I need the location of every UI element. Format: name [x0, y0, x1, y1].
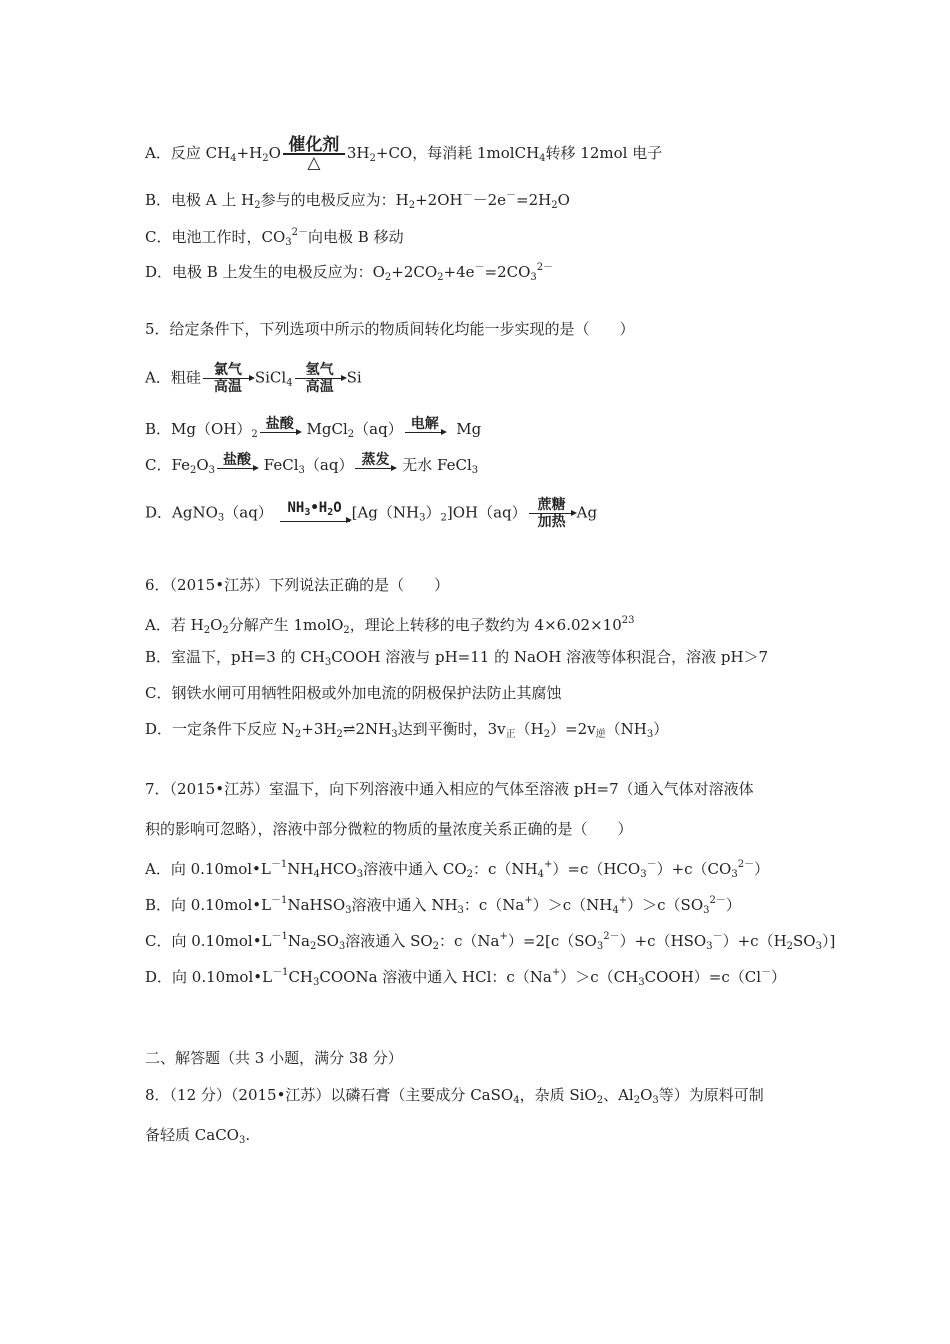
q5-option-a: A．粗硅 氯气 高温 SiCl$_4$ 氢气 高温 Si [145, 362, 362, 395]
q4-option-c: C．电池工作时，$CO_3^{2-}$向电极 B 移动 [145, 227, 404, 248]
reaction-arrow: 蔗糖 加热 [529, 497, 575, 530]
q7-stem-line1: 7．（2015•江苏）室温下，向下列溶液中通入相应的气体至溶液 pH=7（通入气体对溶液体 [145, 780, 754, 798]
reaction-arrow: 电解 [405, 416, 445, 433]
q4-option-d: D．电极 B 上发生的电极反应为：$O_2+2CO_2+4e^-=2CO_3^{2-}$ [145, 262, 554, 283]
q7-option-b: B．向 $0.10mol•L^{-1}NaHSO_3$溶液中通入 $NH_3$：$c(Na^+)>c(NH_4^+)>c(SO_3^{2-})$ [145, 895, 741, 916]
q4-option-b: B．电极 A 上 $H_2$参与的电极反应为：$H_2+2OH^--2e^-=2H_2O$ [145, 190, 570, 211]
q6-option-c: C．钢铁水闸可用牺牲阳极或外加电流的阴极保护法防止其腐蚀 [145, 684, 562, 702]
q4-option-a: A．反应 $CH_4+H_2O$ 催化剂 △ $3H_2+CO$，每消耗 1molCH$_4$转移 12mol 电子 [145, 135, 663, 173]
q5-option-c: C．$Fe_2O_3$ 盐酸 FeCl$_3$（aq） 蒸发 无水 FeCl$_3$ [145, 452, 479, 476]
q7-option-a: A．向 $0.10mol•L^{-1}NH_4HCO_3$溶液中通入 $CO_2$：$c(NH_4^+)=c(HCO_3^-)+c(CO_3^{2-})$ [145, 859, 770, 880]
q5-option-d: D．AgNO$_3$（aq） $NH_3•H_2O$ $[Ag(NH_3)_2]OH(aq)$ 蔗糖 加热 Ag [145, 497, 598, 530]
reaction-arrow: 氯气 高温 [203, 362, 253, 395]
reaction-arrow: 盐酸 [217, 452, 257, 469]
q6-option-d: D．一定条件下反应 $N_2+3H_2\rightleftharpoons 2NH_3$达到平衡时，$3v_正(H_2)=2v_逆(NH_3)$ [145, 720, 669, 740]
q6-option-b: B．室温下，pH=3 的 $CH_3COOH$ 溶液与 pH=11 的 NaOH 溶液等体积混合，溶液 pH＞7 [145, 648, 769, 668]
q7-stem-line2: 积的影响可忽略），溶液中部分微粒的物质的量浓度关系正确的是（ ） [145, 820, 633, 838]
q6-stem: 6．（2015•江苏）下列说法正确的是（ ） [145, 576, 450, 594]
q5-stem: 5．给定条件下，下列选项中所示的物质间转化均能一步实现的是（ ） [145, 320, 635, 338]
q5-option-b: B．$Mg(OH)_2$ 盐酸 MgCl$_2$（aq） 电解 Mg [145, 416, 482, 440]
reaction-arrow: 盐酸 [260, 416, 300, 433]
reaction-arrow: $NH_3•H_2O$ [280, 500, 350, 522]
q7-option-d: D．向 $0.10mol•L^{-1}CH_3COONa$ 溶液中通入 HCl：$c(Na^+)>c(CH_3COOH)=c(Cl^-)$ [145, 967, 787, 988]
q7-option-c: C．向 $0.10mol•L^{-1}Na_2SO_3$溶液通入 $SO_2$：$c(Na^+)=2[c(SO_3^{2-})+c(HSO_3^-)+c(H_2SO_3)]$ [145, 931, 836, 952]
q8-stem-line2: 备轻质 CaCO$_3$. [145, 1126, 251, 1146]
reaction-arrow: 氢气 高温 [295, 362, 345, 395]
q8-stem-line1: 8．（12 分）（2015•江苏）以磷石膏（主要成分 CaSO$_4$，杂质 SiO$_2$、$Al_2O_3$等）为原料可制 [145, 1086, 764, 1106]
catalyst-arrow: 催化剂 △ [283, 137, 345, 171]
reaction-arrow: 蒸发 [355, 452, 395, 469]
q6-option-a: A．若 $H_2O_2$分解产生 1molO$_2$，理论上转移的电子数约为 $4\times 6.02\times 10^{23}$ [145, 615, 635, 636]
section-heading: 二、解答题（共 3 小题，满分 38 分） [145, 1049, 403, 1067]
